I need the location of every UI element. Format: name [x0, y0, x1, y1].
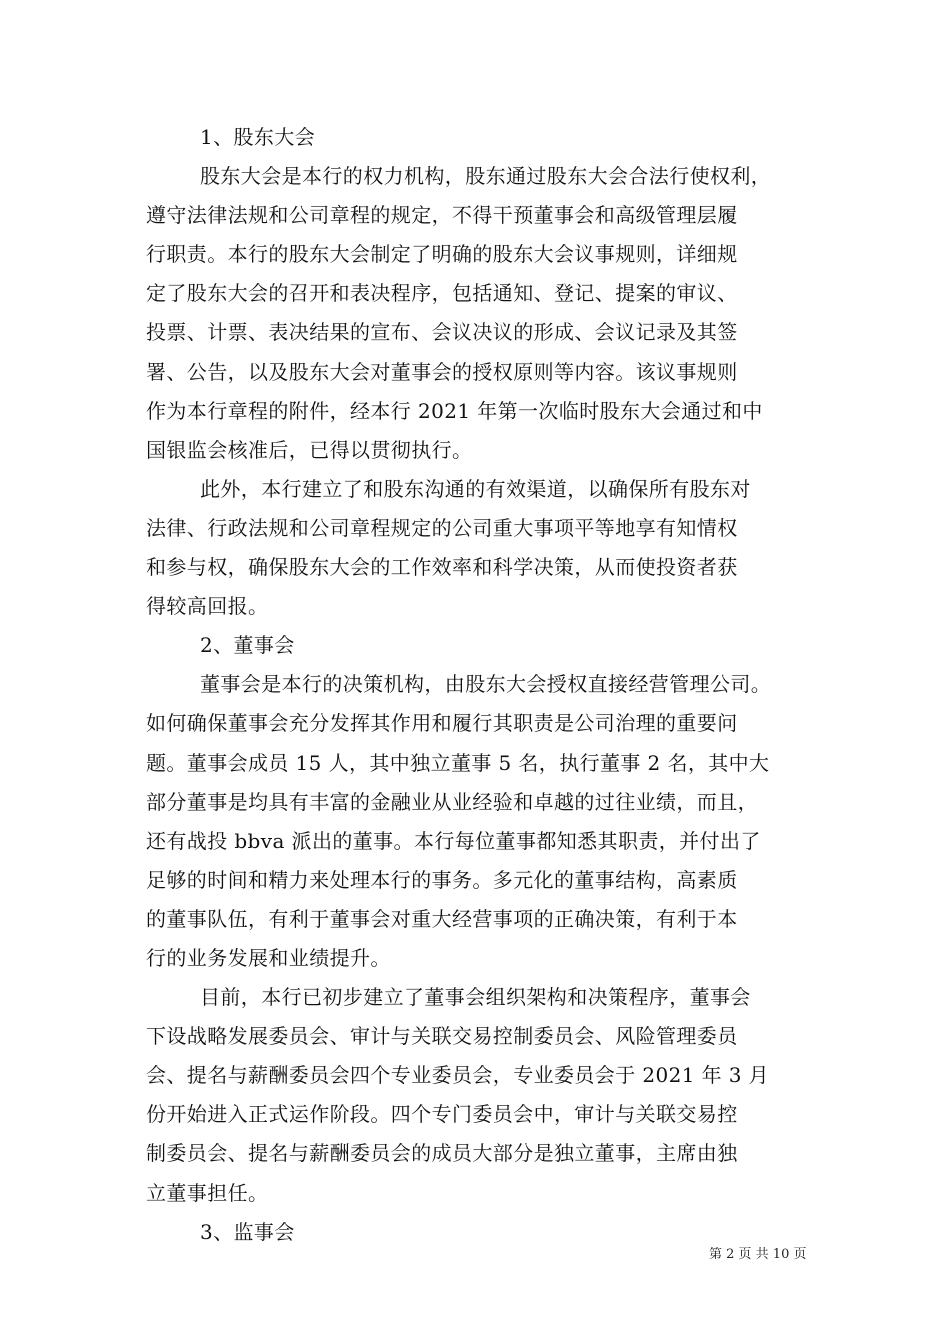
paragraph-line: 制委员会、提名与薪酬委员会的成员大部分是独立董事，主席由独 — [146, 1141, 738, 1166]
paragraph-line: 董事会是本行的决策机构，由股东大会授权直接经营管理公司。 — [200, 672, 772, 697]
paragraph-line: 投票、计票、表决结果的宣布、会议决议的形成、会议记录及其签 — [146, 320, 738, 345]
paragraph-line: 会、提名与薪酬委员会四个专业委员会，专业委员会于 2021 年 3 月 — [146, 1063, 770, 1088]
document-body — [146, 118, 822, 1252]
paragraph-line: 行职责。本行的股东大会制定了明确的股东大会议事规则，详细规 — [146, 242, 738, 267]
paragraph-line: 此外，本行建立了和股东沟通的有效渠道，以确保所有股东对 — [200, 476, 751, 501]
paragraph-line: 如何确保董事会充分发挥其作用和履行其职责是公司治理的重要问 — [146, 711, 738, 736]
paragraph-line: 题。董事会成员 15 人，其中独立董事 5 名，执行董事 2 名，其中大 — [146, 750, 770, 775]
paragraph-line: 下设战略发展委员会、审计与关联交易控制委员会、风险管理委员 — [146, 1024, 738, 1049]
paragraph-line: 得较高回报。 — [146, 594, 269, 619]
paragraph-line: 足够的时间和精力来处理本行的事务。多元化的董事结构，高素质 — [146, 867, 738, 892]
section-heading-supervisory-board: 3、监事会 — [200, 1219, 295, 1244]
paragraph-line: 份开始进入正式运作阶段。四个专门委员会中，审计与关联交易控 — [146, 1102, 738, 1127]
paragraph-line: 立董事担任。 — [146, 1180, 269, 1205]
paragraph-line: 国银监会核准后，已得以贯彻执行。 — [146, 437, 473, 462]
paragraph-line: 目前，本行已初步建立了董事会组织架构和决策程序，董事会 — [200, 985, 751, 1010]
page-number-footer: 第 2 页 共 10 页 — [709, 1247, 807, 1262]
paragraph-line: 还有战投 bbva 派出的董事。本行每位董事都知悉其职责，并付出了 — [146, 828, 761, 853]
paragraph-line: 股东大会是本行的权力机构，股东通过股东大会合法行使权利， — [200, 164, 772, 189]
paragraph-line: 部分董事是均具有丰富的金融业从业经验和卓越的过往业绩，而且， — [146, 789, 758, 814]
paragraph-line: 定了股东大会的召开和表决程序，包括通知、登记、提案的审议、 — [146, 281, 738, 306]
paragraph-line: 的董事队伍，有利于董事会对重大经营事项的正确决策，有利于本 — [146, 906, 738, 931]
paragraph-line: 和参与权，确保股东大会的工作效率和科学决策，从而使投资者获 — [146, 555, 738, 580]
paragraph-line: 署、公告，以及股东大会对董事会的授权原则等内容。该议事规则 — [146, 359, 738, 384]
paragraph-line: 行的业务发展和业绩提升。 — [146, 945, 391, 970]
paragraph-line: 遵守法律法规和公司章程的规定，不得干预董事会和高级管理层履 — [146, 203, 738, 228]
paragraph-line: 作为本行章程的附件，经本行 2021 年第一次临时股东大会通过和中 — [146, 398, 763, 423]
paragraph-line: 法律、行政法规和公司章程规定的公司重大事项平等地享有知情权 — [146, 515, 738, 540]
section-heading-shareholders-meeting: 1、股东大会 — [200, 125, 316, 149]
section-heading-board-of-directors: 2、董事会 — [200, 633, 295, 658]
